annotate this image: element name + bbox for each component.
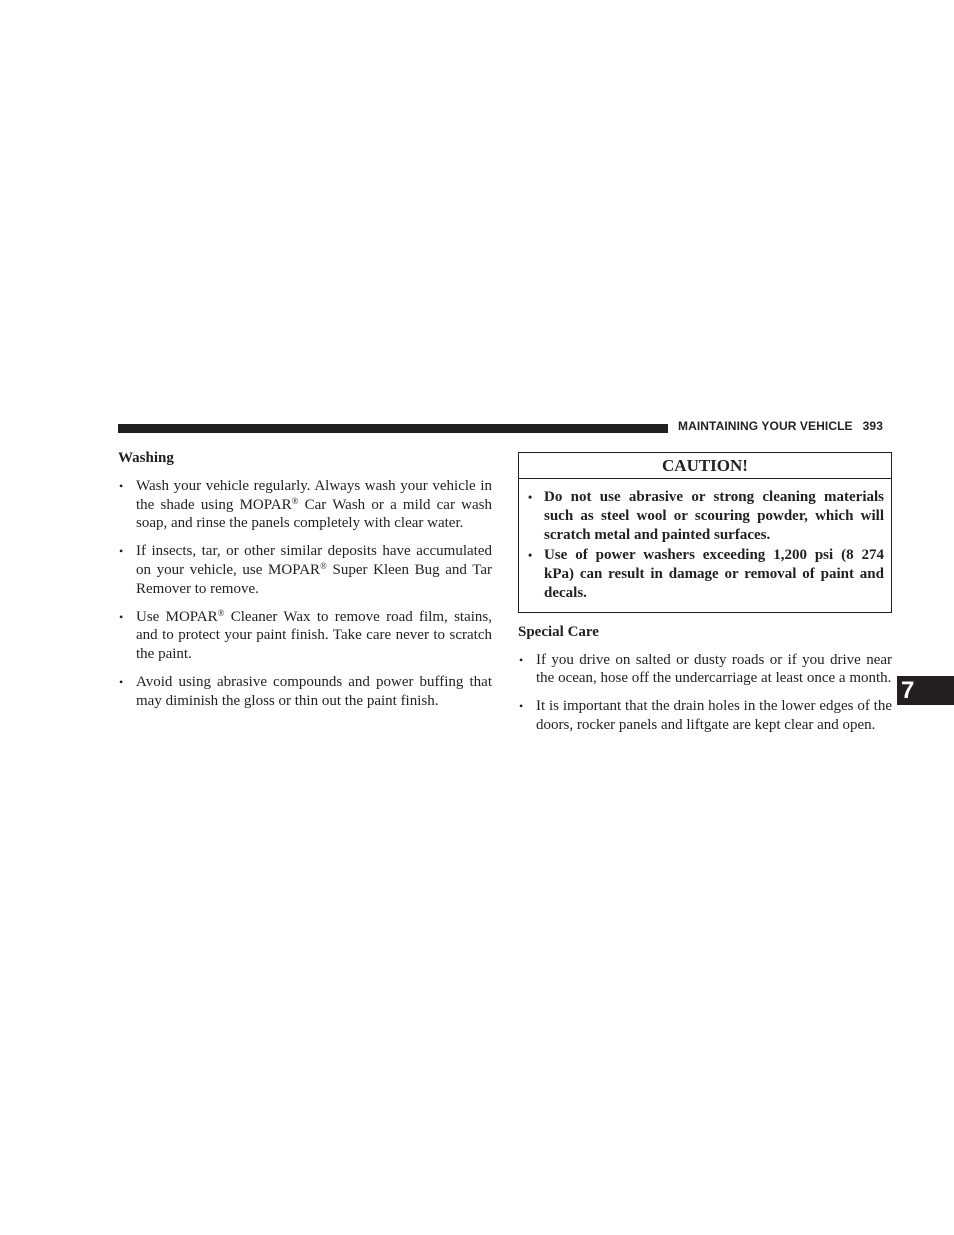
list-item: • Use MOPAR® Cleaner Wax to remove road film, stains, and to protect your paint finish. Take care never to scratch the paint. <box>119 607 492 663</box>
registered-mark: ® <box>291 495 299 506</box>
list-item: • If insects, tar, or other similar deposits have accumulated on your vehicle, use MOPAR® Super Kleen Bug and Tar Remover to remove. <box>119 543 492 597</box>
header-section-title: MAINTAINING YOUR VEHICLE <box>678 419 853 433</box>
left-column <box>118 449 492 720</box>
bullet-icon: • <box>519 652 524 667</box>
caution-title: CAUTION! <box>519 453 891 479</box>
chapter-tab: 7 <box>897 676 954 705</box>
registered-mark: ® <box>217 607 225 618</box>
special-care-list <box>518 651 892 735</box>
washing-list <box>118 477 492 711</box>
caution-list <box>519 479 891 612</box>
list-item: • Do not use abrasive or strong cleaning materials such as steel wool or scouring powder, which will scratch metal and painted surfaces. <box>528 489 884 543</box>
list-item: • If you drive on salted or dusty roads or if you drive near the ocean, hose off the undercarriage at least once a month. <box>519 651 892 687</box>
list-item: • Use of power washers exceeding 1,200 psi (8 274 kPa) can result in damage or removal of paint and decals. <box>528 547 884 601</box>
bullet-icon: • <box>528 548 533 563</box>
washing-heading: Washing <box>118 450 174 466</box>
list-item: • Avoid using abrasive compounds and power buffing that may diminish the gloss or thin out the paint finish. <box>119 673 492 709</box>
bullet-icon: • <box>119 478 124 493</box>
running-header <box>678 419 892 435</box>
header-rule <box>118 424 668 433</box>
registered-mark: ® <box>320 560 327 571</box>
bullet-icon: • <box>528 490 533 504</box>
bullet-icon: • <box>119 544 124 559</box>
list-item: • Wash your vehicle regularly. Always wash your vehicle in the shade using MOPAR® Car Wash or a mild car wash soap, and rinse the panels completely with clear water. <box>119 477 492 532</box>
page-number: 393 <box>862 419 883 433</box>
bullet-icon: • <box>119 609 124 624</box>
list-item: • It is important that the drain holes in the lower edges of the doors, rocker panels and liftgate are kept clear and open. <box>519 698 892 733</box>
bullet-icon: • <box>519 699 524 714</box>
caution-box <box>518 452 892 613</box>
bullet-icon: • <box>119 674 124 689</box>
special-care-heading: Special Care <box>518 623 599 640</box>
right-column <box>518 452 892 744</box>
